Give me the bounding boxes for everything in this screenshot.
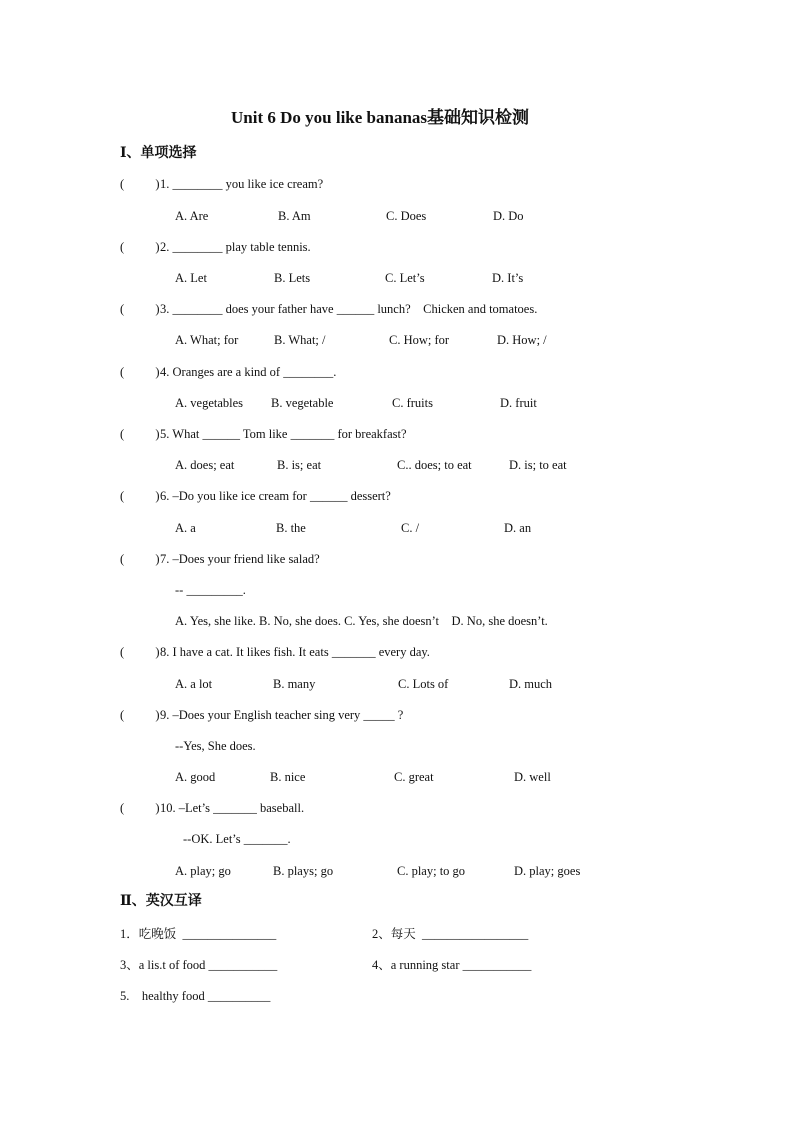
answer-option: A. a lot bbox=[175, 677, 213, 691]
translation-item: 5. healthy food __________ bbox=[120, 989, 271, 1003]
answer-bracket: ( ) bbox=[120, 177, 160, 191]
answer-bracket: ( ) bbox=[120, 489, 160, 503]
answer-option: D. It’s bbox=[492, 271, 524, 285]
question-stem: 1. ________ you like ice cream? bbox=[160, 177, 324, 191]
answer-bracket: ( ) bbox=[120, 552, 160, 566]
question-stem: 2. ________ play table tennis. bbox=[160, 240, 311, 254]
answer-option: A. does; eat bbox=[175, 458, 235, 472]
answer-option: B. the bbox=[276, 521, 306, 535]
answer-option: B. many bbox=[273, 677, 316, 691]
answer-bracket: ( ) bbox=[120, 240, 160, 254]
answer-option: A. Are bbox=[175, 209, 209, 223]
question-stem: 10. –Let’s _______ baseball. bbox=[160, 801, 305, 815]
answer-option: A. Let bbox=[175, 271, 207, 285]
answer-option: B. is; eat bbox=[277, 458, 322, 472]
answer-option: B. What; / bbox=[274, 333, 326, 347]
answer-option: D. is; to eat bbox=[509, 458, 567, 472]
answer-option: C. / bbox=[401, 521, 420, 535]
dialogue-reply: -- _________. bbox=[175, 583, 246, 597]
answer-bracket: ( ) bbox=[120, 365, 160, 379]
translation-item: 2、每天 _________________ bbox=[372, 927, 529, 941]
answer-option: C. How; for bbox=[389, 333, 450, 347]
answer-option: D. fruit bbox=[500, 396, 537, 410]
translation-item: 4、a running star ___________ bbox=[372, 958, 532, 972]
answer-bracket: ( ) bbox=[120, 708, 160, 722]
answer-option: D. well bbox=[514, 770, 551, 784]
answer-option: C. play; to go bbox=[397, 864, 466, 878]
answer-option: C. great bbox=[394, 770, 434, 784]
page-title: Unit 6 Do you like bananas基础知识检测 bbox=[231, 108, 530, 127]
answer-option: A. What; for bbox=[175, 333, 239, 347]
answer-option: B. plays; go bbox=[273, 864, 334, 878]
answer-bracket: ( ) bbox=[120, 801, 160, 815]
answer-option: B. Am bbox=[278, 209, 311, 223]
answer-option: C.. does; to eat bbox=[397, 458, 472, 472]
answer-option: A. a bbox=[175, 521, 196, 535]
answer-bracket: ( ) bbox=[120, 645, 160, 659]
answer-bracket: ( ) bbox=[120, 302, 160, 316]
answer-option: B. vegetable bbox=[271, 396, 334, 410]
translation-item: 3、a lis.t of food ___________ bbox=[120, 958, 278, 972]
question-stem: 5. What ______ Tom like _______ for breakfast? bbox=[160, 427, 407, 441]
answer-option: D. Do bbox=[493, 209, 524, 223]
answer-option: D. How; / bbox=[497, 333, 547, 347]
question-stem: 7. –Does your friend like salad? bbox=[160, 552, 320, 566]
section-heading-translation: Ⅱ、英汉互译 bbox=[120, 894, 202, 909]
answer-option: D. play; goes bbox=[514, 864, 581, 878]
dialogue-reply: --OK. Let’s _______. bbox=[183, 832, 291, 846]
answer-option: C. fruits bbox=[392, 396, 433, 410]
answer-option: A. good bbox=[175, 770, 216, 784]
dialogue-reply: --Yes, She does. bbox=[175, 739, 256, 753]
question-stem: 6. –Do you like ice cream for ______ dessert? bbox=[160, 489, 391, 503]
question-stem: 8. I have a cat. It likes fish. It eats _______ every day. bbox=[160, 645, 430, 659]
answer-option: B. nice bbox=[270, 770, 306, 784]
question-stem: 4. Oranges are a kind of ________. bbox=[160, 365, 337, 379]
answer-option: A. play; go bbox=[175, 864, 231, 878]
answer-option: C. Lots of bbox=[398, 677, 449, 691]
answer-option: C. Does bbox=[386, 209, 427, 223]
question-stem: 3. ________ does your father have ______ lunch? Chicken and tomatoes. bbox=[160, 302, 538, 316]
question-stem: 9. –Does your English teacher sing very _____ ? bbox=[160, 708, 404, 722]
answer-option: A. vegetables bbox=[175, 396, 244, 410]
answer-bracket: ( ) bbox=[120, 427, 160, 441]
answer-option: C. Let’s bbox=[385, 271, 425, 285]
translation-item: 1．吃晚饭 _______________ bbox=[120, 927, 277, 941]
section-heading-single-choice: Ⅰ、单项选择 bbox=[120, 146, 197, 161]
answer-options-line: A. Yes, she like. B. No, she does. C. Yes, she doesn’t D. No, she doesn’t. bbox=[175, 614, 548, 628]
answer-option: B. Lets bbox=[274, 271, 311, 285]
answer-option: D. an bbox=[504, 521, 532, 535]
answer-option: D. much bbox=[509, 677, 553, 691]
